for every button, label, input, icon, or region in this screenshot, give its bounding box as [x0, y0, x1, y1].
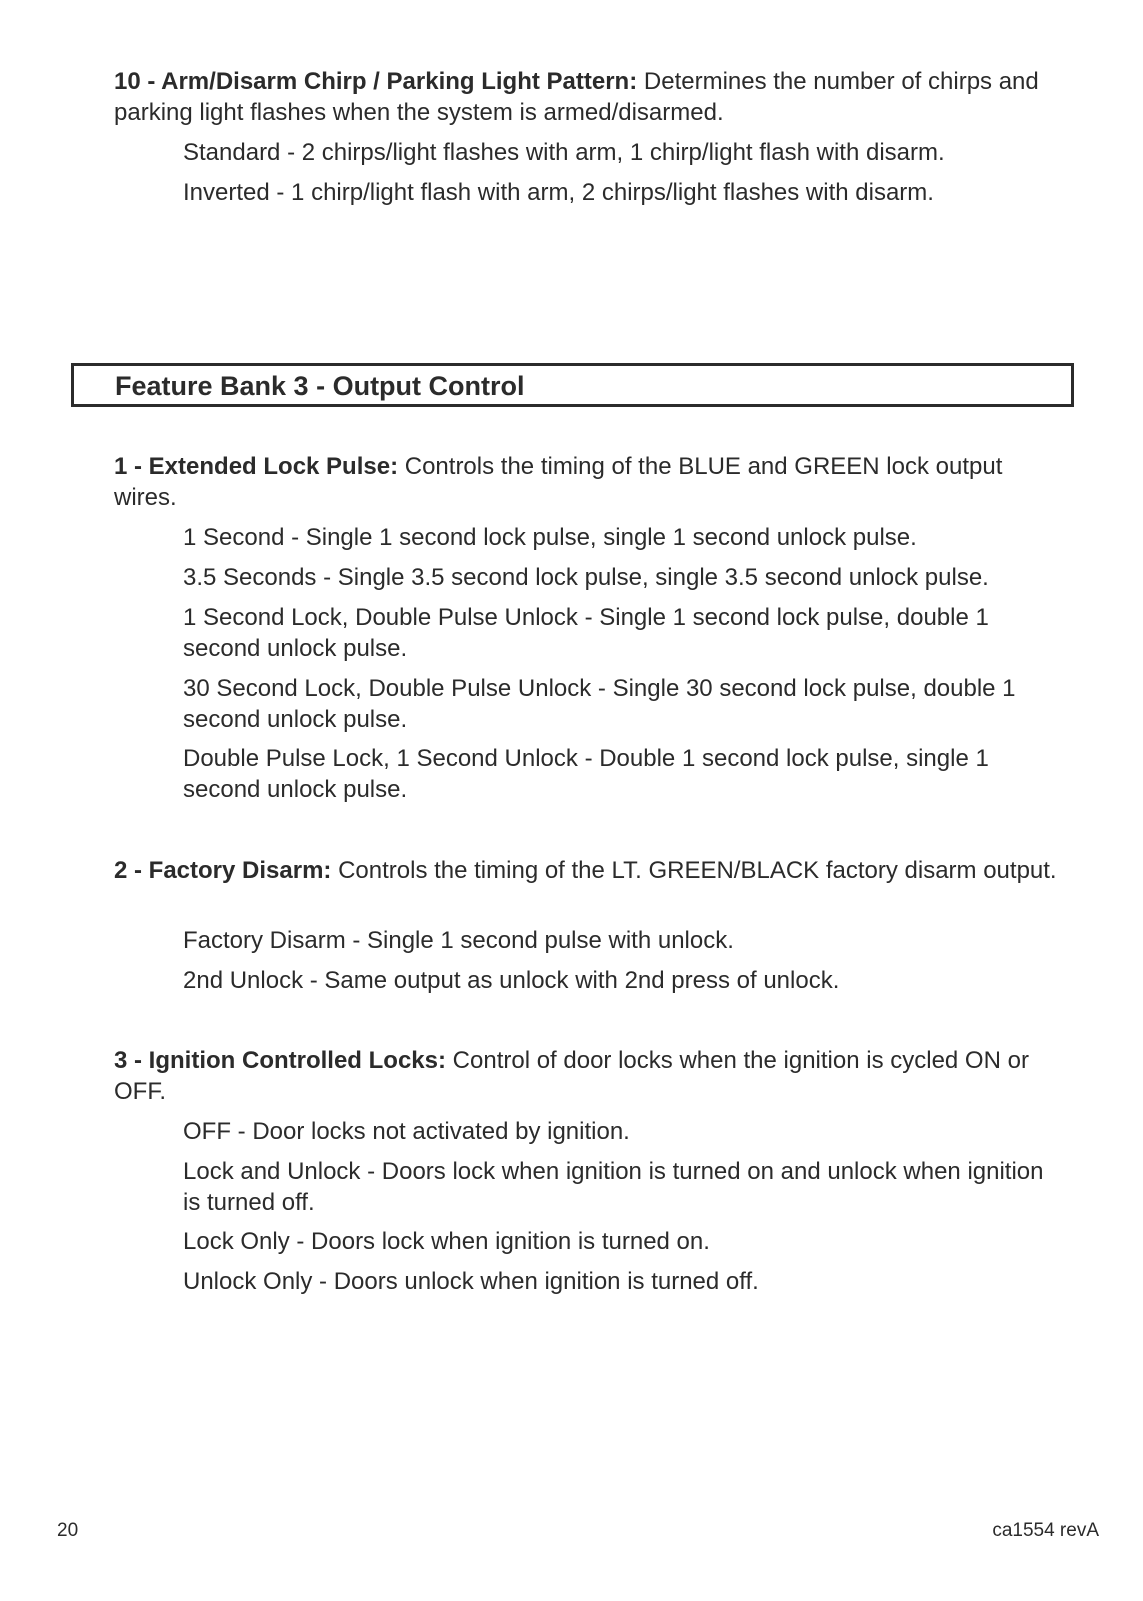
item-1-description	[114, 451, 1066, 513]
item-3-option-unlock-only: Unlock Only - Doors unlock when ignition is turned off.	[183, 1268, 759, 1295]
feature-bank-title: Feature Bank 3 - Output Control	[115, 371, 525, 401]
document-code: ca1554 revA	[992, 1520, 1099, 1541]
item-3-description	[114, 1045, 1066, 1107]
item-2-option-2nd-unlock: 2nd Unlock - Same output as unlock with 2nd press of unlock.	[183, 967, 840, 994]
item-1-option-1-second: 1 Second - Single 1 second lock pulse, single 1 second unlock pulse.	[183, 524, 917, 551]
item-10-option-standard: Standard - 2 chirps/light flashes with arm, 1 chirp/light flash with disarm.	[183, 139, 945, 166]
feature-bank-header-box	[71, 363, 1074, 407]
item-1-option-double-lock-1s-unlock: Double Pulse Lock, 1 Second Unlock - Double 1 second lock pulse, single 1 second unlock pulse.	[183, 745, 989, 803]
item-1-text: Controls the timing of the BLUE and GREEN lock output wires.	[114, 453, 1003, 511]
item-2-description	[114, 855, 1066, 886]
item-10-text: Determines the number of chirps and parking light flashes when the system is armed/disarmed.	[114, 68, 1039, 126]
item-10-description	[114, 66, 1066, 128]
item-1-option-3-5-seconds: 3.5 Seconds - Single 3.5 second lock pulse, single 3.5 second unlock pulse.	[183, 564, 989, 591]
item-1-option-1s-lock-double-unlock: 1 Second Lock, Double Pulse Unlock - Single 1 second lock pulse, double 1 second unlock pulse.	[183, 604, 989, 662]
item-3-heading: 3 - Ignition Controlled Locks:	[114, 1047, 446, 1074]
item-3-option-lock-only: Lock Only - Doors lock when ignition is turned on.	[183, 1228, 710, 1255]
item-3-option-off: OFF - Door locks not activated by ignition.	[183, 1118, 630, 1145]
item-3-option-lock-and-unlock: Lock and Unlock - Doors lock when ignition is turned on and unlock when ignition is turned off.	[183, 1158, 1044, 1216]
item-1-option-30s-lock-double-unlock: 30 Second Lock, Double Pulse Unlock - Single 30 second lock pulse, double 1 second unlock pulse.	[183, 675, 1016, 733]
item-3-text: Control of door locks when the ignition is cycled ON or OFF.	[114, 1047, 1029, 1105]
item-2-text: Controls the timing of the LT. GREEN/BLACK factory disarm output.	[331, 857, 1057, 884]
item-10-option-inverted: Inverted - 1 chirp/light flash with arm, 2 chirps/light flashes with disarm.	[183, 179, 934, 206]
item-10-heading: 10 - Arm/Disarm Chirp / Parking Light Pattern:	[114, 68, 638, 95]
item-2-option-factory-disarm: Factory Disarm - Single 1 second pulse with unlock.	[183, 927, 734, 954]
page-number: 20	[57, 1520, 79, 1541]
item-2-heading: 2 - Factory Disarm:	[114, 857, 332, 884]
item-1-heading: 1 - Extended Lock Pulse:	[114, 453, 399, 480]
